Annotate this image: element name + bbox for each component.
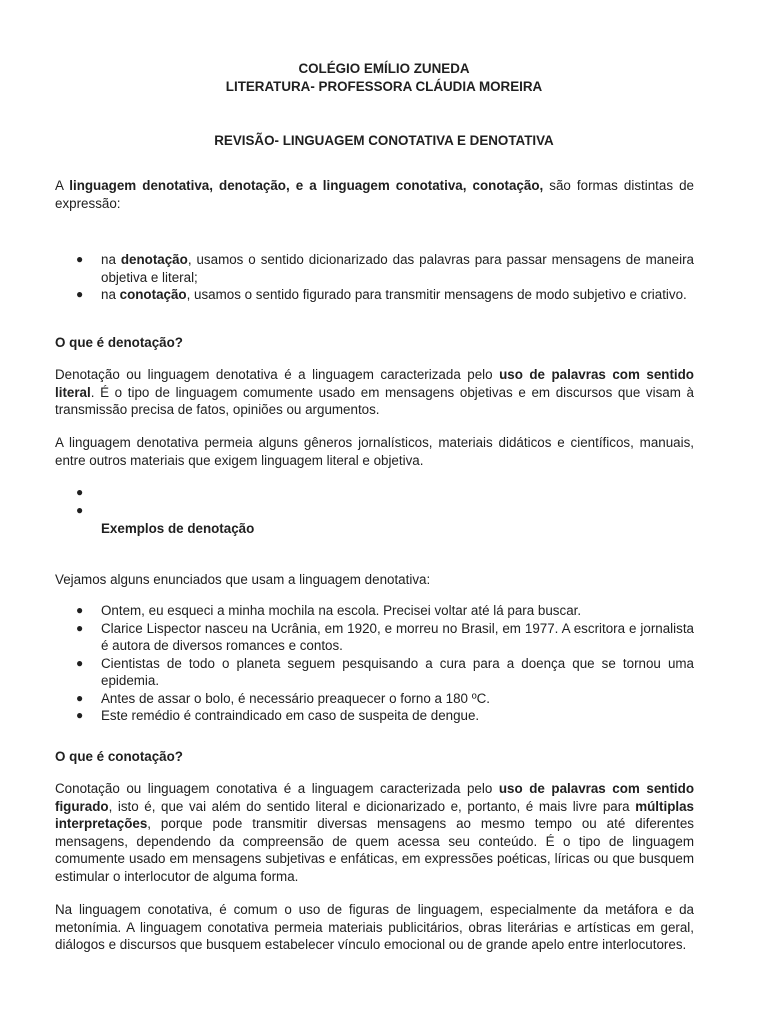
conotacao-heading: O que é conotação? (55, 749, 183, 764)
list-item (55, 502, 694, 520)
list-item: ● Antes de assar o bolo, é necessário preaquecer o forno a 180 ºC. (76, 690, 490, 706)
conotacao-paragraph-2: Na linguagem conotativa, é comum o uso de figuras de linguagem, especialmente da metáfora e da metonímia. A linguagem conotativa permeia materiais publicitários, obras literárias e artísticas em geral, diálogos e discursos que busquem estabelecer vínculo emocional ou de grande apelo entre interlocutores. (55, 902, 694, 952)
course-teacher: LITERATURA- PROFESSORA CLÁUDIA MOREIRA (225, 79, 543, 94)
bullet-icon: ● (76, 708, 84, 722)
denotacao-paragraph-1: Denotação ou linguagem denotativa é a linguagem caracterizada pelo uso de palavras com sentido literal. É o tipo de linguagem comumente usado em mensagens objetivas e em discursos que visam à transmissão precisa de fatos, opiniões ou argumentos. (55, 367, 694, 417)
list-item: ● na conotação, usamos o sentido figurado para transmitir mensagens de modo subjetivo e criativo. (76, 287, 687, 302)
denotacao-heading: O que é denotação? (55, 335, 183, 350)
bullet-icon: ● (76, 655, 84, 670)
list-item: ● Ontem, eu esqueci a minha mochila na escola. Precisei voltar até lá para buscar. (76, 603, 582, 618)
empty-bullet-list (55, 484, 694, 519)
bullet-icon: ● (76, 603, 84, 617)
bullet-icon: ● (76, 690, 84, 705)
bullet-icon: ● (76, 252, 84, 266)
bullet-icon: ● (76, 287, 84, 301)
exemplos-list (55, 602, 694, 725)
bullet-icon: ● (76, 620, 84, 635)
conotacao-paragraph-1: Conotação ou linguagem conotativa é a linguagem caracterizada pelo uso de palavras com sentido figurado, isto é, que vai além do sentido literal e dicionarizado e, portanto, é mais livre para múltiplas interpretações, porque pode transmitir diversas mensagens ao mesmo tempo ou até diferentes mensagens, dependendo da compreensão de quem acessa seu conteúdo. É o tipo de linguagem comumente usado em mensagens subjetivas e enfáticas, em expressões poéticas, líricas ou que busquem estimular o interlocutor de alguma forma. (55, 781, 694, 884)
denotacao-paragraph-2: A linguagem denotativa permeia alguns gêneros jornalísticos, materiais didáticos e científicos, manuais, entre outros materiais que exigem linguagem literal e objetiva. (55, 435, 694, 468)
document-title: REVISÃO- LINGUAGEM CONOTATIVA E DENOTATIVA (214, 133, 554, 148)
list-item: ● Clarice Lispector nasceu na Ucrânia, em 1920, e morreu no Brasil, em 1977. A escritora e jornalista é autora de diversos romances e contos. (76, 620, 694, 653)
list-item: ● Este remédio é contraindicado em caso de suspeita de dengue. (76, 708, 480, 723)
intro-paragraph: A linguagem denotativa, denotação, e a linguagem conotativa, conotação, são formas distintas de expressão: (55, 178, 694, 211)
list-item: ● na denotação, usamos o sentido dicionarizado das palavras para passar mensagens de maneira objetiva e literal; (76, 252, 694, 285)
list-item: ● Cientistas de todo o planeta seguem pesquisando a cura para a doença que se tornou uma epidemia. (76, 655, 694, 688)
school-name: COLÉGIO EMÍLIO ZUNEDA (298, 61, 470, 76)
bullet-icon: ● (76, 502, 84, 517)
exemplos-heading: Exemplos de denotação (101, 521, 255, 536)
intro-bullet-list (55, 251, 694, 304)
exemplos-intro: Vejamos alguns enunciados que usam a linguagem denotativa: (55, 572, 431, 587)
bullet-icon: ● (76, 485, 84, 499)
list-item (55, 484, 694, 502)
